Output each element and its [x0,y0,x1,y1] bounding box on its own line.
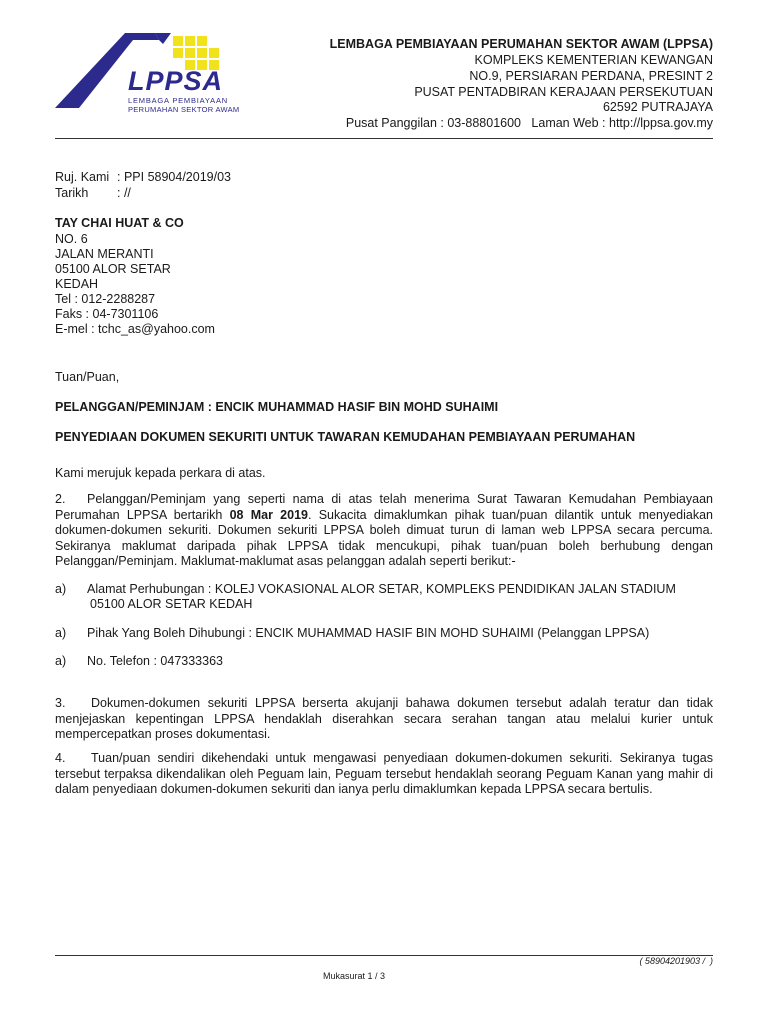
paragraph-3-number: 3. [55,696,66,710]
list-item-marker: a) [55,654,67,668]
subject-borrower: PELANGGAN/PEMINJAM : ENCIK MUHAMMAD HASIF BIN MOHD SUHAIMI [55,400,499,414]
ruj-value: : PPI 58904/2019/03 [117,170,231,184]
org-name: LEMBAGA PEMBIAYAAN PERUMAHAN SEKTOR AWAM (LPPSA) [329,37,713,51]
list-item-text: Alamat Perhubungan : KOLEJ VOKASIONAL ALOR SETAR, KOMPLEKS PENDIDIKAN JALAN STADIUM [87,582,676,596]
paragraph-3 [55,696,713,743]
tarikh-value: : // [117,186,131,200]
paragraph-2-text-a: Pelanggan/Peminjam yang seperti nama di atas telah menerima Surat Tawaran Kemudahan Pembiayaan Perumahan LPPSA bertarikh [55,492,713,522]
list-item-text: No. Telefon : 047333363 [87,654,223,668]
paragraph-4-number: 4. [55,751,66,765]
recipient-fax: Faks : 04-7301106 [55,307,159,321]
recipient-line-2: JALAN MERANTI [55,247,154,261]
paragraph-4-text: Tuan/puan sendiri dikehendaki untuk mengawasi penyediaan dokumen-dokumen sekuriti. Sekiranya tugas tersebut terpaksa dikendalikan oleh Peguam lain, Peguam tersebut hendaklah seorang Peguam Kanan yang mahir di dalam penyediaan dokumen-dokumen sekuriti dan ianya perlu dimaklumkan kepada LPPSA secara bertulis. [55,751,713,796]
subject-title: PENYEDIAAN DOKUMEN SEKURITI UNTUK TAWARAN KEMUDAHAN PEMBIAYAAN PERUMAHAN [55,430,636,444]
paragraph-4 [55,751,713,798]
recipient-line-4: KEDAH [55,277,99,291]
recipient-email: E-mel : tchc_as@yahoo.com [55,322,215,336]
reference-ruj [55,170,713,186]
lppsa-logo [55,30,245,112]
recipient-line-1: NO. 6 [55,232,88,246]
address-line-2: NO.9, PERSIARAN PERDANA, PRESINT 2 [469,69,713,83]
ruj-label: Ruj. Kami [55,170,110,184]
contact-line: Pusat Panggilan : 03-88801600 Laman Web : http://lppsa.gov.my [345,116,713,130]
list-item [55,626,713,642]
list-item-marker: a) [55,626,67,640]
page-number: Mukasurat 1 / 3 [322,971,386,981]
paragraph-2-text-b: . Sukacita dimaklumkan pihak tuan/puan dilantik untuk menyediakan dokumen-dokumen sekuriti. Dokumen sekuriti LPPSA boleh dimuat turun di laman web LPPSA secara percuma. Sekiranya maklumat daripada pihak LPPSA tidak mencukupi, pihak tuan/puan boleh berhubung dengan Pelanggan/Peminjam. Maklumat-maklumat asas pelanggan adalah seperti berikut:- [55,507,713,568]
logo-wordmark: LPPSA [128,66,224,96]
document-reference: ( 58904201903 / ) [639,956,713,966]
recipient-line-3: 05100 ALOR SETAR [55,262,171,276]
recipient-tel: Tel : 012-2288287 [55,292,156,306]
list-item-marker: a) [55,582,67,596]
address-line-3: PUSAT PENTADBIRAN KERAJAAN PERSEKUTUAN [414,85,713,99]
logo-tagline-1: LEMBAGA PEMBIAYAAN [128,96,228,105]
recipient-name: TAY CHAI HUAT & CO [55,216,184,230]
intro-paragraph: Kami merujuk kepada perkara di atas. [55,466,266,480]
paragraph-2 [55,492,713,570]
list-item [55,654,713,670]
paragraph-3-text: Dokumen-dokumen sekuriti LPPSA berserta akujanji bahawa dokumen tersebut adalah teratur dan tidak menjejaskan kepentingan LPPSA hendaklah diserahkan secara serahan tangan atau melalui kurier untuk mempercepatkan proses dokumentasi. [55,696,713,741]
list-item-continuation: 05100 ALOR SETAR KEDAH [90,597,253,611]
paragraph-2-number: 2. [55,492,66,506]
logo-tagline-2: PERUMAHAN SEKTOR AWAM [128,105,240,114]
footer-divider [55,955,713,956]
reference-tarikh [55,186,713,202]
list-item-text: Pihak Yang Boleh Dihubungi : ENCIK MUHAMMAD HASIF BIN MOHD SUHAIMI (Pelanggan LPPSA) [87,626,650,640]
address-line-4: 62592 PUTRAJAYA [602,100,713,114]
salutation: Tuan/Puan, [55,370,120,384]
offer-date: 08 Mar 2019 [229,507,308,522]
list-item [55,582,713,598]
tarikh-label: Tarikh [55,186,89,200]
header-divider [55,138,713,139]
address-line-1: KOMPLEKS KEMENTERIAN KEWANGAN [474,53,713,67]
